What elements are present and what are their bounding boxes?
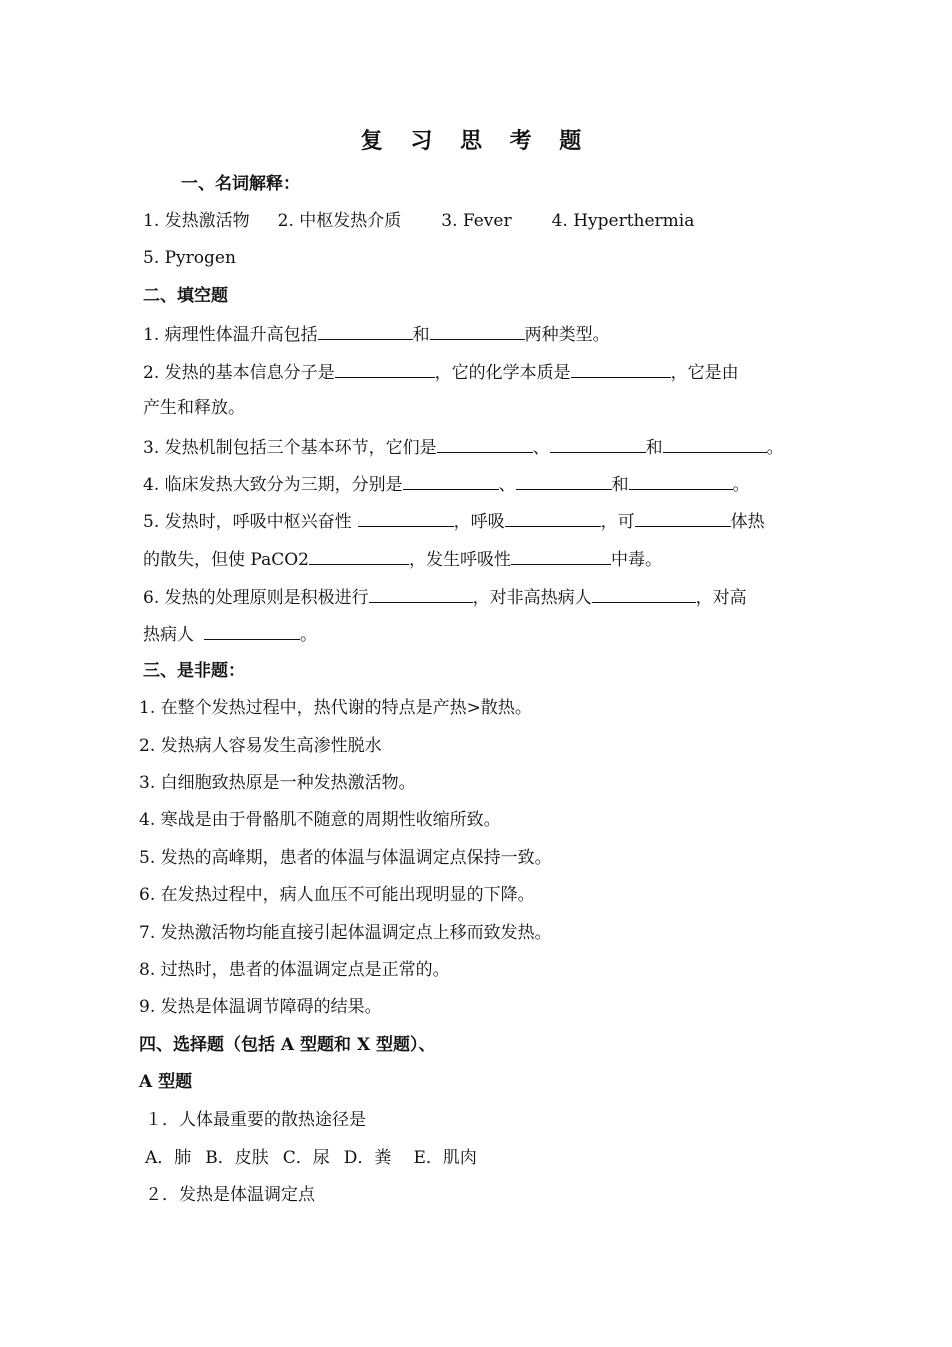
answer-blank[interactable] — [629, 471, 733, 490]
fill-question-6-cont: 热病人 。 — [143, 621, 813, 647]
answer-blank[interactable] — [592, 584, 696, 603]
option-a[interactable]: A．肺 — [145, 1148, 192, 1168]
option-d[interactable]: D．粪 — [343, 1148, 392, 1168]
tf-item: 6. 在发热过程中，病人血压不可能出现明显的下降。 — [139, 885, 535, 905]
tf-item: 4. 寒战是由于骨骼肌不随意的周期性收缩所致。 — [139, 810, 501, 830]
answer-blank[interactable] — [635, 508, 731, 527]
answer-blank[interactable] — [571, 359, 671, 378]
tf-item: 2. 发热病人容易发生高渗性脱水 — [139, 736, 382, 756]
fill-question-2: 2. 发热的基本信息分子是 ，它的化学本质是 ，它是由 — [143, 359, 813, 385]
option-b[interactable]: B．皮肤 — [205, 1148, 269, 1168]
page-title: 复 习 思 考 题 — [360, 128, 592, 154]
answer-blank[interactable] — [511, 546, 611, 565]
term-item: 2. 中枢发热介质 — [277, 211, 402, 231]
answer-blank[interactable] — [335, 359, 435, 378]
tf-item: 5. 发热的高峰期，患者的体温与体温调定点保持一致。 — [139, 848, 552, 868]
section-heading-fill: 二、填空题 — [143, 286, 228, 306]
fill-question-3: 3. 发热机制包括三个基本环节，它们是 、 和 。 — [143, 434, 813, 460]
fill-question-2-cont: 产生和释放。 — [143, 398, 245, 418]
answer-blank[interactable] — [358, 508, 454, 527]
section-heading-true-false: 三、是非题： — [143, 661, 245, 681]
subheading-a-type: A 型题 — [139, 1072, 193, 1092]
answer-blank[interactable] — [318, 321, 413, 340]
answer-blank[interactable] — [437, 434, 533, 453]
term-item: 1. 发热激活物 — [143, 211, 250, 231]
fill-question-5: 5. 发热时，呼吸中枢兴奋性 ，呼吸 ，可 体热 — [143, 508, 813, 534]
answer-blank[interactable] — [204, 621, 300, 640]
answer-blank[interactable] — [430, 321, 525, 340]
fill-question-5-cont: 的散失，但使 PaCO2 ，发生呼吸性 中毒。 — [143, 546, 813, 572]
term-item: 5. Pyrogen — [143, 248, 236, 268]
option-c[interactable]: C．尿 — [282, 1148, 330, 1168]
answer-blank[interactable] — [663, 434, 767, 453]
answer-blank[interactable] — [369, 584, 473, 603]
choice-question-2: ２．发热是体温调定点 — [145, 1185, 315, 1205]
answer-blank[interactable] — [403, 471, 499, 490]
tf-item: 1. 在整个发热过程中，热代谢的特点是产热>散热。 — [139, 698, 532, 718]
answer-blank[interactable] — [550, 434, 646, 453]
answer-blank[interactable] — [309, 546, 409, 565]
tf-item: 9. 发热是体温调节障碍的结果。 — [139, 997, 382, 1017]
section-heading-terms: 一、名词解释： — [181, 174, 300, 194]
answer-blank[interactable] — [505, 508, 601, 527]
option-e[interactable]: E．肌肉 — [413, 1148, 477, 1168]
fill-question-4: 4. 临床发热大致分为三期，分别是 、 和 。 — [143, 471, 813, 497]
terms-row-1 — [143, 209, 813, 233]
term-item: 4. Hyperthermia — [551, 211, 695, 231]
section-heading-choice: 四、选择题（包括 A 型题和 X 型题）、 — [139, 1035, 436, 1055]
fill-question-6: 6. 发热的处理原则是积极进行 ，对非高热病人 ，对高 — [143, 584, 813, 610]
tf-item: 7. 发热激活物均能直接引起体温调定点上移而致发热。 — [139, 923, 552, 943]
choice-options-1 — [145, 1146, 815, 1170]
choice-question-1: １．人体最重要的散热途径是 — [145, 1110, 366, 1130]
term-item: 3. Fever — [441, 211, 512, 231]
tf-item: 8. 过热时，患者的体温调定点是正常的。 — [139, 960, 450, 980]
tf-item: 3. 白细胞致热原是一种发热激活物。 — [139, 773, 416, 793]
answer-blank[interactable] — [516, 471, 612, 490]
fill-question-1: 1. 病理性体温升高包括 和 两种类型。 — [143, 321, 813, 347]
